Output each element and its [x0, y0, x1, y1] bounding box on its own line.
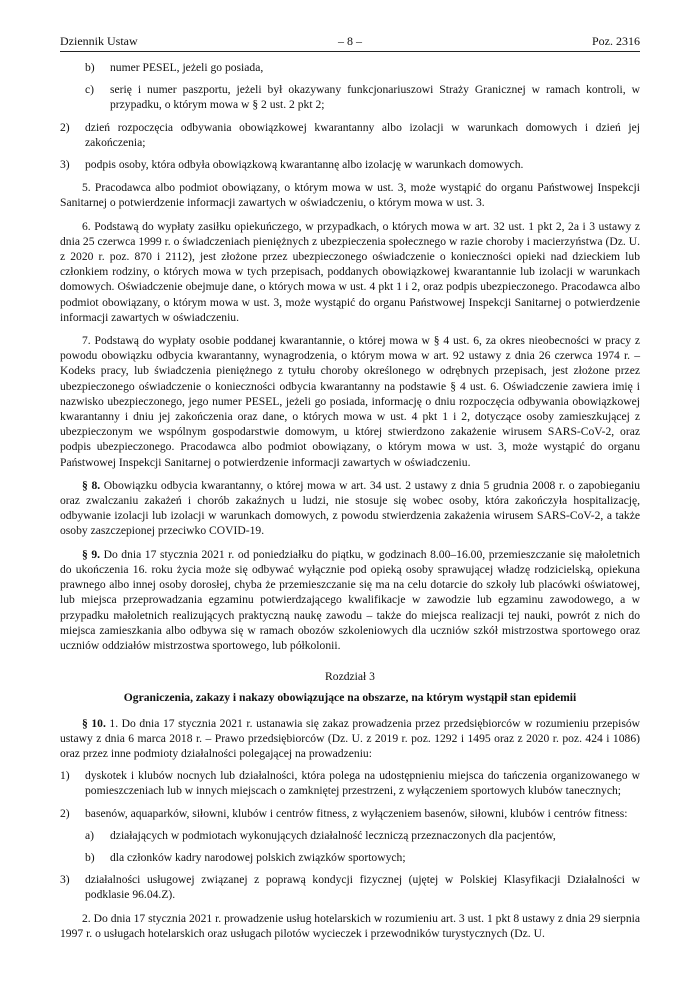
chapter-title: Ograniczenia, zakazy i nakazy obowiązujące na obszarze, na którym wystąpił stan epidemii	[123, 691, 577, 705]
page-number: – 8 –	[338, 34, 362, 48]
paragraph: § 10. 1. Do dnia 17 stycznia 2021 r. ustanawia się zakaz prowadzenia przez przedsiębiorców w rozumieniu przepisów ustawy z dnia 6 marca 2018 r. – Prawo przedsiębiorców (Dz. U. z 2019 r. poz. 1292 i 1495 oraz z 2020 r. poz. 424 i 1086) oraz przez inne podmioty działalności polegającej na prowadzeniu:	[60, 716, 640, 760]
list-item: a) działających w podmiotach wykonujących działalność leczniczą przeznaczonych dla pacjentów,	[85, 828, 556, 842]
section-number: § 8.	[82, 478, 101, 492]
paragraph: 6. Podstawą do wypłaty zasiłku opiekuńczego, w przypadkach, o których mowa w art. 32 ust. 1 pkt 2, 2a i 3 ustawy z dnia 25 czerwca 1999 r. o świadczeniach pieniężnych z ubezpieczenia społecznego w razie choroby i macierzyństwa (Dz. U. z 2020 r. poz. 870 i 2112), jest złożone przez ubezpieczonego oświadczenie o konieczności opieki nad dzieckiem lub członkiem rodziny, o których mowa w tych przepisach, poddanych obowiązkowej kwarantannie lub izolacji w warunkach domowych. Oświadczenie obejmuje dane, o których mowa w ust. 4 pkt 1 i 2, oraz podpis ubezpieczonego. Pracodawca albo podmiot obowiązany, o którym mowa w ust. 3, może wystąpić do organu Państwowej Inspekcji Sanitarnej o potwierdzenie informacji zawartych w oświadczeniu.	[60, 219, 640, 324]
section-number: § 9.	[82, 547, 101, 561]
list-item: 1) dyskotek i klubów nocnych lub działalności, która polega na udostępnieniu miejsca do tańczenia organizowanego w pomieszczeniach lub w innych miejscach o zamkniętej przestrzeni, z wyłączeniem sportowych klubów tanecznych;	[60, 769, 640, 798]
list-item: b) numer PESEL, jeżeli go posiada,	[85, 61, 264, 74]
page-body	[60, 60, 640, 941]
page-header	[60, 34, 640, 50]
position-number: Poz. 2316	[592, 34, 640, 48]
list-item: c) serię i numer paszportu, jeżeli był okazywany funkcjonariuszowi Straży Granicznej w ramach kontroli, w przypadku, o którym mowa w § 2 ust. 2 pkt 2;	[85, 83, 640, 112]
paragraph: § 9. Do dnia 17 stycznia 2021 r. od poniedziałku do piątku, w godzinach 8.00–16.00, przemieszczanie się małoletnich do ukończenia 16. roku życia może się odbywać wyłącznie pod opieką osoby sprawującej władzę rodzicielską, opiekuna prawnego albo innej osoby dorosłej, chyba że przemieszczanie się ma na celu dotarcie do szkoły lub placówki oświatowej, lub miejsca przeprowadzania egzaminu potwierdzającego kwalifikacje w zawodzie lub egzaminu zawodowego, a w przypadku małoletnich realizujących praktyczną naukę zawodu – także do miejsca realizacji tej nauki, powrót z nich do miejsca zamieszkania albo odbywa się w ramach obozów szkoleniowych dla uczniów szkół mistrzostwa sportowego oraz uczniów oddziałów mistrzostwa sportowego, lub półkolonii.	[60, 547, 640, 652]
journal-title: Dziennik Ustaw	[60, 34, 138, 48]
list-item: b) dla członków kadry narodowej polskich związków sportowych;	[85, 850, 406, 864]
paragraph: 5. Pracodawca albo podmiot obowiązany, o którym mowa w ust. 3, może wystąpić do organu Państwowej Inspekcji Sanitarnej o potwierdzenie informacji zawartych w oświadczeniu, o którym mowa w ust. 3.	[60, 181, 640, 210]
header-rule	[60, 51, 640, 52]
list-item: 2) dzień rozpoczęcia odbywania obowiązkowej kwarantanny albo izolacji w warunkach domowych i dzień jej zakończenia;	[60, 120, 640, 149]
section-number: § 10.	[82, 716, 106, 730]
list-item: 3) podpis osoby, która odbyła obowiązkową kwarantannę albo izolację w warunkach domowych.	[60, 158, 524, 172]
paragraph: § 8. Obowiązku odbycia kwarantanny, o której mowa w art. 34 ust. 2 ustawy z dnia 5 grudnia 2008 r. o zapobieganiu oraz zwalczaniu zakażeń i chorób zakaźnych u ludzi, nie stosuje się wobec osoby, która zakończyła hospitalizację, odbywanie izolacji lub izolacji w warunkach domowych, z powodu stwierdzenia zakażenia wirusem SARS-CoV-2, a także osoby zaszczepionej przeciwko COVID-19.	[60, 478, 641, 538]
list-item: 2) basenów, aquaparków, siłowni, klubów i centrów fitness, z wyłączeniem basenów, siłowni, klubów i centrów fitness:	[60, 806, 628, 820]
paragraph: 2. Do dnia 17 stycznia 2021 r. prowadzenie usług hotelarskich w rozumieniu art. 3 ust. 1 pkt 8 ustawy z dnia 29 sierpnia 1997 r. o usługach hotelarskich oraz usługach pilotów wycieczek i przewodników turystycznych (Dz. U.	[60, 911, 640, 940]
list-item: 3) działalności usługowej związanej z poprawą kondycji fizycznej (ujętej w Polskiej Klasyfikacji Działalności w podklasie 96.04.Z).	[60, 873, 640, 902]
chapter-number: Rozdział 3	[325, 670, 375, 684]
paragraph: 7. Podstawą do wypłaty osobie poddanej kwarantannie, o której mowa w § 4 ust. 6, za okres nieobecności w pracy z powodu obowiązku odbycia kwarantanny, wynagrodzenia, o którym mowa w art. 92 ustawy z dnia 26 czerwca 1974 r. – Kodeks pracy, lub świadczenia pieniężnego z tytułu choroby określonego w odrębnych przepisach, jest złożone przez ubezpieczonego oświadczenie o konieczności odbycia kwarantanny na podstawie § 4 ust. 6. Oświadczenie zawiera imię i nazwisko ubezpieczonego, jego numer PESEL, jeżeli go posiada, informację o dniu rozpoczęcia odbywania obowiązkowej kwarantanny i dniu jej zakończenia oraz dane, o których mowa w ust. 4 pkt 1 i 2, dotyczące osoby zamieszkującej z ubezpieczonym we wspólnym gospodarstwie domowym, u której stwierdzono zakażenie wirusem SARS-CoV-2, oraz podpis ubezpieczonego. Pracodawca albo podmiot obowiązany, o którym mowa w ust. 3, może wystąpić do organu Państwowej Inspekcji Sanitarnej o potwierdzenie informacji zawartych w oświadczeniu.	[60, 334, 640, 469]
